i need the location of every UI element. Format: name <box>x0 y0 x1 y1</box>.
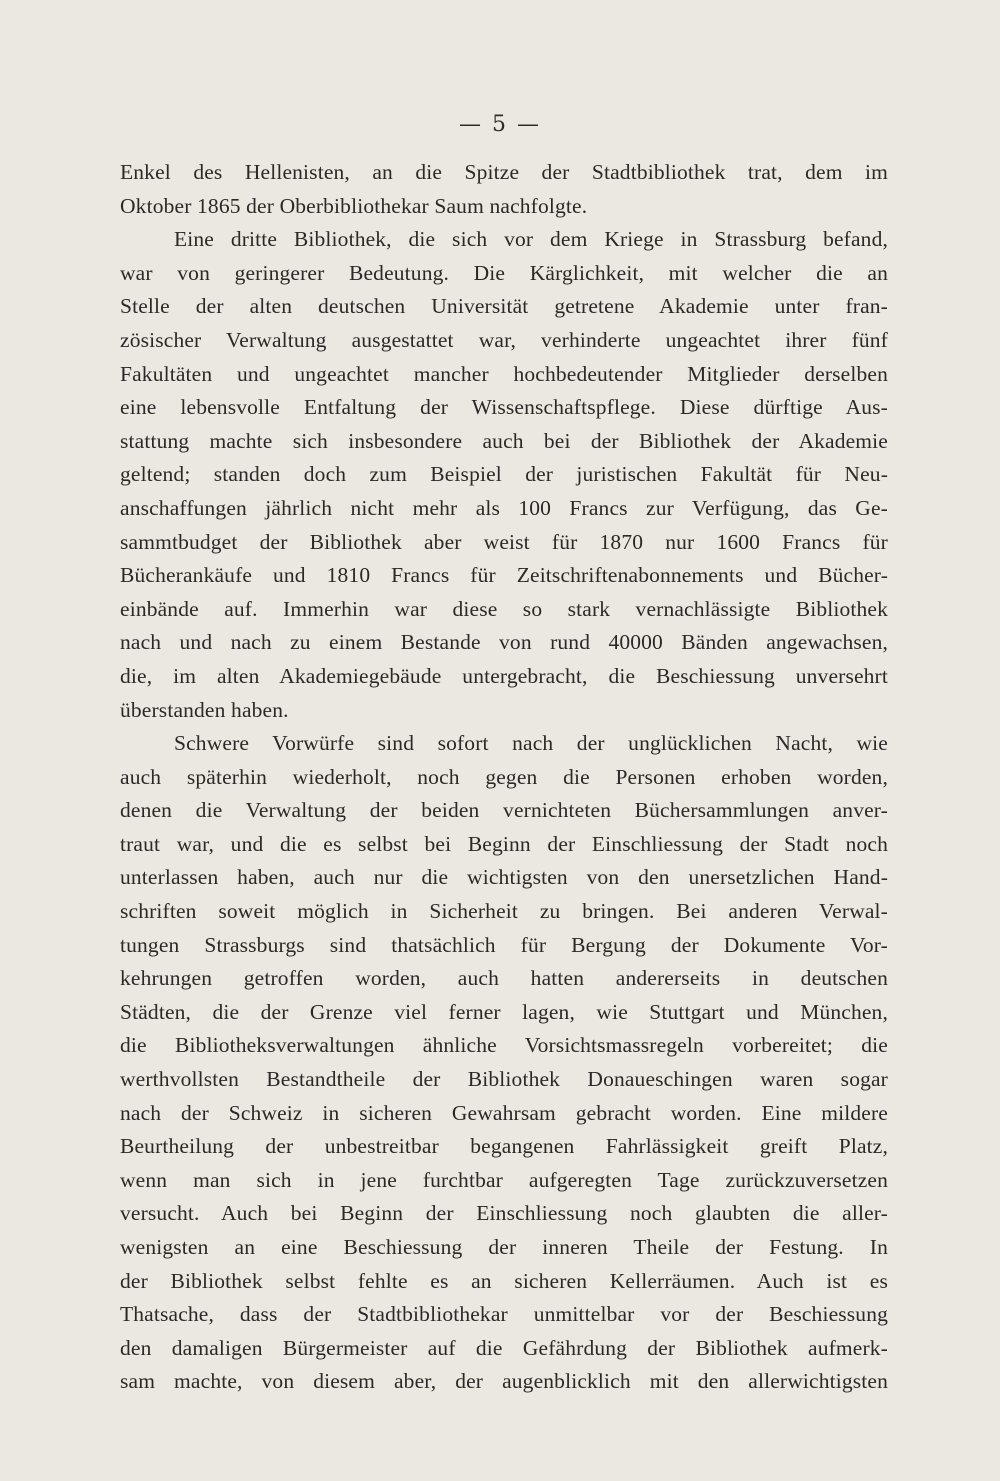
page-number: — 5 — <box>459 112 541 137</box>
text-line: anschaffungen jährlich nicht mehr als 100 Francs zur Verfügung, das Ge- <box>120 495 888 520</box>
text-line: wenn man sich in jene furchtbar aufgeregten Tage zurückzuversetzen <box>120 1167 888 1192</box>
paragraph <box>120 727 888 1399</box>
text-line: die, im alten Akademiegebäude untergebracht, die Beschiessung unversehrt <box>120 663 888 688</box>
text-line: traut war, und die es selbst bei Beginn der Einschliessung der Stadt noch <box>120 831 888 856</box>
text-line: tungen Strassburgs sind thatsächlich für Bergung der Dokumente Vor- <box>120 932 888 957</box>
text-line: eine lebensvolle Entfaltung der Wissenschaftspflege. Diese dürftige Aus- <box>120 395 888 420</box>
text-line: Stelle der alten deutschen Universität getretene Akademie unter fran- <box>120 294 888 319</box>
text-line: war von geringerer Bedeutung. Die Kärglichkeit, mit welcher die an <box>120 260 888 285</box>
text-line: unterlassen haben, auch nur die wichtigsten von den unersetzlichen Hand- <box>120 865 888 890</box>
text-line: Beurtheilung der unbestreitbar begangenen Fahrlässigkeit greift Platz, <box>120 1134 888 1159</box>
text-line: zösischer Verwaltung ausgestattet war, verhinderte ungeachtet ihrer fünf <box>120 327 888 352</box>
text-line: sammtbudget der Bibliothek aber weist für 1870 nur 1600 Francs für <box>120 529 888 554</box>
text-line: denen die Verwaltung der beiden vernichteten Büchersammlungen anver- <box>120 798 888 823</box>
text-line: Fakultäten und ungeachtet mancher hochbedeutender Mitglieder derselben <box>120 361 888 386</box>
text-line: Städten, die der Grenze viel ferner lagen, wie Stuttgart und München, <box>120 999 888 1024</box>
text-line: Bücherankäufe und 1810 Francs für Zeitschriftenabonnements und Bücher- <box>120 563 888 588</box>
text-line: Eine dritte Bibliothek, die sich vor dem Kriege in Strassburg befand, <box>174 227 888 252</box>
text-line: werthvollsten Bestandtheile der Bibliothek Donaueschingen waren sogar <box>120 1067 888 1092</box>
text-line: Enkel des Hellenisten, an die Spitze der Stadtbibliothek trat, dem im <box>120 160 888 184</box>
text-line: einbände auf. Immerhin war diese so stark vernachlässigte Bibliothek <box>120 596 888 621</box>
text-line: nach der Schweiz in sicheren Gewahrsam gebracht worden. Eine mildere <box>120 1100 888 1125</box>
text-line: Schwere Vorwürfe sind sofort nach der unglücklichen Nacht, wie <box>174 731 888 756</box>
text-line: überstanden haben. <box>120 697 289 722</box>
text-line: kehrungen getroffen worden, auch hatten andererseits in deutschen <box>120 966 888 991</box>
text-line: wenigsten an eine Beschiessung der inneren Theile der Festung. In <box>120 1235 888 1259</box>
text-line: stattung machte sich insbesondere auch bei der Bibliothek der Akademie <box>120 428 888 453</box>
text-line: versucht. Auch bei Beginn der Einschliessung noch glaubten die aller- <box>120 1201 888 1226</box>
text-line: die Bibliotheksverwaltungen ähnliche Vorsichtsmassregeln vorbereitet; die <box>120 1033 888 1058</box>
text-line: sam machte, von diesem aber, der augenblicklich mit den allerwichtigsten <box>120 1369 888 1394</box>
text-line: den damaligen Bürgermeister auf die Gefährdung der Bibliothek aufmerk- <box>120 1335 888 1360</box>
text-line: Oktober 1865 der Oberbibliothekar Saum nachfolgte. <box>120 193 588 218</box>
text-line: nach und nach zu einem Bestande von rund 40000 Bänden angewachsen, <box>120 630 888 655</box>
paragraph <box>120 223 888 727</box>
text-line: auch späterhin wiederholt, noch gegen die Personen erhoben worden, <box>120 764 888 789</box>
text-line: geltend; standen doch zum Beispiel der juristischen Fakultät für Neu- <box>120 462 888 487</box>
body-text <box>120 156 888 1399</box>
text-line: der Bibliothek selbst fehlte es an sicheren Kellerräumen. Auch ist es <box>120 1268 888 1293</box>
text-line: schriften soweit möglich in Sicherheit zu bringen. Bei anderen Verwal- <box>120 899 888 924</box>
paragraph <box>120 156 888 223</box>
text-line: Thatsache, dass der Stadtbibliothekar unmittelbar vor der Beschiessung <box>120 1302 888 1327</box>
